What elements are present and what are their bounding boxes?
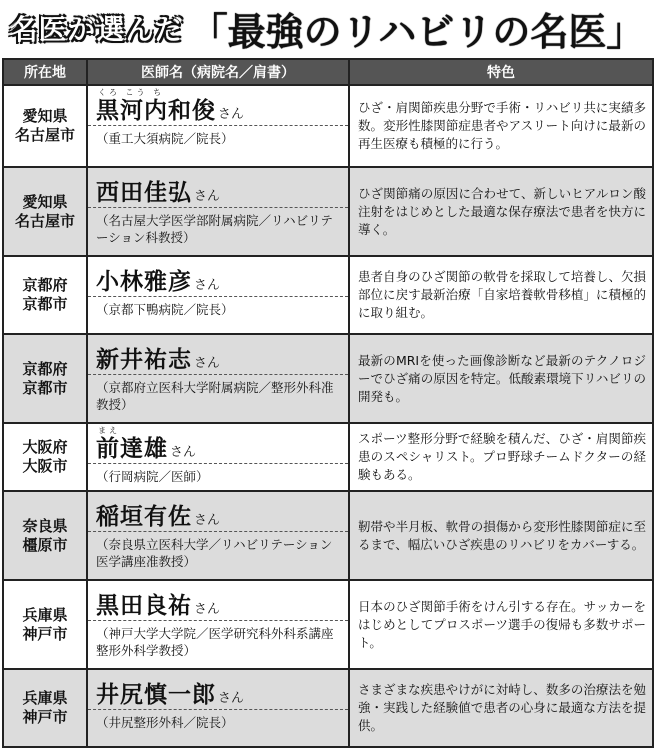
doctor-cell <box>87 580 349 669</box>
table-row <box>3 491 653 580</box>
honorific: さん <box>170 445 197 460</box>
hospital-title: （奈良県立医科大学／リハビリテーション医学講座准教授） <box>96 537 333 569</box>
doctor-name: 稲垣有佐 <box>96 504 192 530</box>
location-cell <box>3 334 87 423</box>
honorific: さん <box>218 691 245 706</box>
city: 京都市 <box>22 295 68 313</box>
feature-cell: 患者自身のひざ関節の軟骨を採取して培養し、欠損部位に戻す最新治療「自家培養軟骨移植」に積極的に取り組む。 <box>349 256 653 334</box>
doctor-cell <box>87 334 349 423</box>
doctor-cell <box>87 167 349 256</box>
page-title <box>0 0 654 56</box>
doctor-name: 黒河内和俊 <box>96 98 216 124</box>
feature-cell: ひざ関節痛の原因に合わせて、新しいヒアルロン酸注射をはじめとした最適な保存療法で患者を快方に導く。 <box>349 167 653 256</box>
title-prefix: 名医が選んだ <box>9 13 184 46</box>
prefecture: 奈良県 <box>22 516 68 535</box>
location-cell <box>3 423 87 491</box>
table-header-row <box>3 59 653 85</box>
table-row <box>3 85 653 167</box>
doctor-name: 前達雄 <box>96 436 168 462</box>
doctor-name: 西田佳弘 <box>96 180 192 206</box>
hospital-title: （京都府立医科大学附属病院／整形外科准教授） <box>96 380 334 412</box>
prefecture: 大阪府 <box>22 438 68 457</box>
city: 名古屋市 <box>14 126 75 144</box>
doctor-cell <box>87 85 349 167</box>
doctor-cell <box>87 256 349 334</box>
honorific: さん <box>194 513 221 528</box>
doctor-cell <box>87 491 349 580</box>
hospital-title: （重工大須病院／院長） <box>96 131 234 146</box>
city: 神戸市 <box>22 708 68 726</box>
doctor-name: 小林雅彦 <box>96 269 192 295</box>
table-row <box>3 334 653 423</box>
name-reading: くろ こう ち <box>98 88 165 97</box>
city: 大阪市 <box>22 457 68 475</box>
prefecture: 京都府 <box>22 359 68 378</box>
header-location: 所在地 <box>3 59 87 85</box>
location-cell <box>3 85 87 167</box>
title-main: 「最強のリハビリの名医」 <box>189 9 645 54</box>
table-row <box>3 669 653 747</box>
honorific: さん <box>194 602 221 617</box>
honorific: さん <box>194 356 221 371</box>
doctor-name: 黒田良祐 <box>96 593 192 619</box>
hospital-title: （神戸大学大学院／医学研究科外科系講座整形外科学教授） <box>96 626 334 658</box>
table-row <box>3 423 653 491</box>
hospital-title: （井尻整形外科／院長） <box>96 715 234 730</box>
city: 橿原市 <box>22 535 68 554</box>
table-row <box>3 580 653 669</box>
doctor-cell <box>87 669 349 747</box>
feature-cell: さまざまな疾患やけがに対峙し、数多の治療法を勉強・実践した経験値で患者の心身に最適な方法を提供。 <box>349 669 653 747</box>
hospital-title: （名古屋大学医学部附属病院／リハビリテーション科教授） <box>96 213 333 245</box>
location-cell <box>3 669 87 747</box>
city: 京都市 <box>22 378 68 397</box>
prefecture: 愛知県 <box>22 107 68 126</box>
location-cell <box>3 580 87 669</box>
feature-cell: 日本のひざ関節手術をけん引する存在。サッカーをはじめとしてプロスポーツ選手の復帰も多数サポート。 <box>349 580 653 669</box>
prefecture: 兵庫県 <box>22 689 68 708</box>
doctor-name: 新井祐志 <box>96 347 192 373</box>
name-reading: まえ <box>98 426 120 435</box>
prefecture: 兵庫県 <box>22 605 68 624</box>
location-cell <box>3 167 87 256</box>
doctor-cell <box>87 423 349 491</box>
honorific: さん <box>194 189 221 204</box>
location-cell <box>3 256 87 334</box>
prefecture: 愛知県 <box>22 192 68 211</box>
doctor-name: 井尻慎一郎 <box>96 682 216 708</box>
honorific: さん <box>218 107 245 122</box>
hospital-title: （行岡病院／医師） <box>96 469 209 484</box>
feature-cell: スポーツ整形分野で経験を積んだ、ひざ・肩関節疾患のスペシャリスト。プロ野球チームドクターの経験もある。 <box>349 423 653 491</box>
header-doctor: 医師名（病院名／肩書） <box>87 59 349 85</box>
table-row <box>3 167 653 256</box>
prefecture: 京都府 <box>22 276 68 295</box>
location-cell <box>3 491 87 580</box>
feature-cell: 靭帯や半月板、軟骨の損傷から変形性膝関節症に至るまで、幅広いひざ疾患のリハビリをカバーする。 <box>349 491 653 580</box>
header-feature: 特色 <box>349 59 653 85</box>
feature-cell: 最新のMRIを使った画像診断など最新のテクノロジーでひざ痛の原因を特定。低酸素環境下リハビリの開発も。 <box>349 334 653 423</box>
honorific: さん <box>194 278 221 293</box>
hospital-title: （京都下鴨病院／院長） <box>96 302 234 317</box>
feature-cell: ひざ・肩関節疾患分野で手術・リハビリ共に実績多数。変形性膝関節症患者やアスリート向けに最新の再生医療も積極的に行う。 <box>349 85 653 167</box>
city: 神戸市 <box>22 624 68 643</box>
city: 名古屋市 <box>14 211 75 230</box>
doctors-table <box>2 58 654 748</box>
table-row <box>3 256 653 334</box>
